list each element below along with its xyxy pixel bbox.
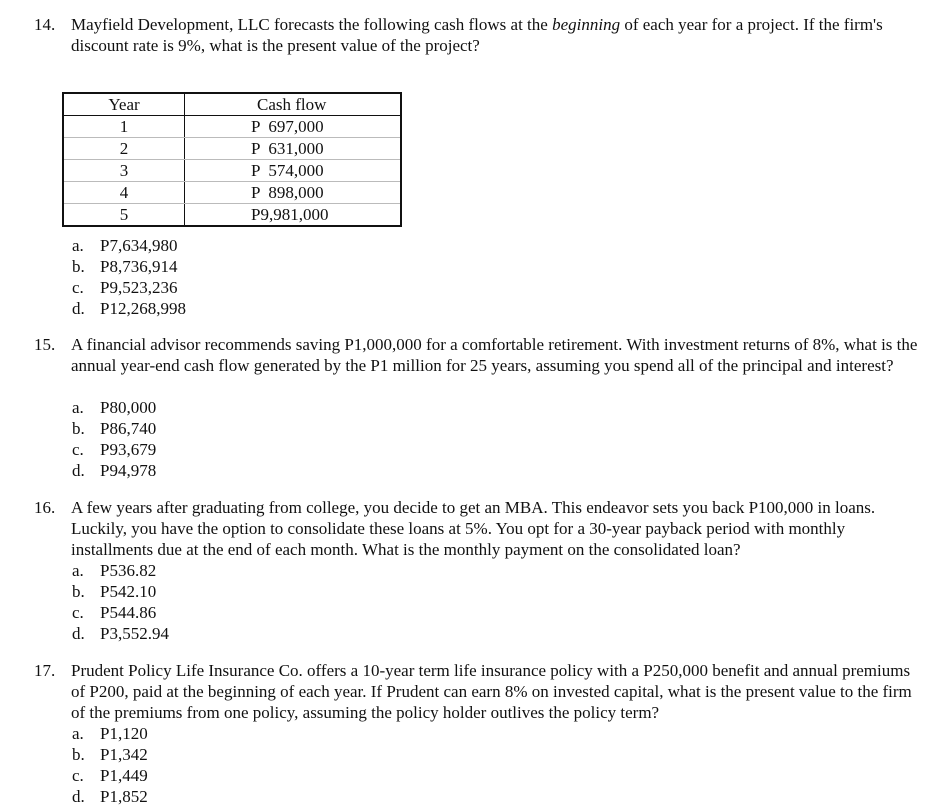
cash-flow-cell: P9,981,000 <box>185 204 401 227</box>
cash-flow-cell: P 631,000 <box>185 138 401 160</box>
option-letter: b. <box>72 419 85 438</box>
answer-option-c[interactable] <box>72 602 169 623</box>
year-cell: 5 <box>63 204 185 227</box>
question-number: 14. <box>34 15 56 34</box>
option-value: P80,000 <box>100 398 157 417</box>
question-text: A few years after graduating from college, you decide to get an MBA. This endeavor sets you back P100,000 in loans. Luckily, you have the option to consolidate these loans at 5%. You opt for a 30-year payback period with monthly installments due at the end of each month. What is the monthly payment on the consolidated loan? <box>71 498 876 559</box>
option-letter: c. <box>72 440 84 459</box>
option-letter: c. <box>72 766 84 785</box>
year-cell: 3 <box>63 160 185 182</box>
answer-options <box>72 235 186 319</box>
table-row <box>63 138 401 160</box>
answer-option-a[interactable] <box>72 560 169 581</box>
option-value: P7,634,980 <box>100 236 178 255</box>
cash-flow-cell: P 574,000 <box>185 160 401 182</box>
option-value: P3,552.94 <box>100 624 169 643</box>
question-text <box>71 14 921 56</box>
option-letter: b. <box>72 745 85 764</box>
option-letter: a. <box>72 561 84 580</box>
answer-options <box>72 397 156 481</box>
question-text-part: Mayfield Development, LLC forecasts the following cash flows at the <box>71 15 553 34</box>
answer-option-d[interactable] <box>72 786 148 807</box>
year-cell: 1 <box>63 116 185 138</box>
option-value: P86,740 <box>100 419 157 438</box>
answer-option-b[interactable] <box>72 581 169 602</box>
option-letter: c. <box>72 278 84 297</box>
table-row <box>63 204 401 227</box>
option-letter: c. <box>72 603 84 622</box>
column-header-cash-flow: Cash flow <box>185 93 401 116</box>
question-text-part: of each year for a project. If the firm's discount rate is 9%, what is the present value of the project? <box>71 15 883 55</box>
answer-option-b[interactable] <box>72 418 156 439</box>
question-text: Prudent Policy Life Insurance Co. offers a 10-year term life insurance policy with a P250,000 benefit and annual premiums of P200, paid at the beginning of each year. If Prudent can earn 8% on invested capital, what is the present value to the firm of the premiums from one policy, assuming the policy holder outlives the policy term? <box>71 661 912 722</box>
option-value: P542.10 <box>100 582 157 601</box>
cash-flow-cell: P 697,000 <box>185 116 401 138</box>
table-row <box>63 116 401 138</box>
answer-option-d[interactable] <box>72 298 186 319</box>
answer-option-b[interactable] <box>72 744 148 765</box>
option-letter: d. <box>72 787 85 806</box>
column-header-year: Year <box>63 93 185 116</box>
question-number: 15. <box>34 335 56 354</box>
option-value: P12,268,998 <box>100 299 186 318</box>
question-number: 16. <box>34 498 56 517</box>
option-letter: d. <box>72 624 85 643</box>
option-value: P1,449 <box>100 766 148 785</box>
answer-options <box>72 560 169 644</box>
option-letter: d. <box>72 461 85 480</box>
answer-option-d[interactable] <box>72 623 169 644</box>
option-letter: a. <box>72 236 84 255</box>
question-text-emphasis: beginning <box>552 15 621 34</box>
option-value: P8,736,914 <box>100 257 178 276</box>
option-value: P93,679 <box>100 440 157 459</box>
answer-option-b[interactable] <box>72 256 186 277</box>
option-letter: a. <box>72 724 84 743</box>
table-header-row <box>63 93 401 116</box>
option-letter: a. <box>72 398 84 417</box>
answer-option-a[interactable] <box>72 235 186 256</box>
table-row <box>63 160 401 182</box>
option-letter: b. <box>72 257 85 276</box>
option-value: P544.86 <box>100 603 157 622</box>
answer-option-d[interactable] <box>72 460 156 481</box>
answer-option-c[interactable] <box>72 439 156 460</box>
cash-flow-table <box>62 92 402 227</box>
option-value: P1,852 <box>100 787 148 806</box>
question-text: A financial advisor recommends saving P1,000,000 for a comfortable retirement. With investment returns of 8%, what is the annual year-end cash flow generated by the P1 million for 25 years, assuming you spend all of the principal and interest? <box>71 335 918 375</box>
answer-option-a[interactable] <box>72 723 148 744</box>
year-cell: 4 <box>63 182 185 204</box>
answer-option-a[interactable] <box>72 397 156 418</box>
option-value: P1,120 <box>100 724 148 743</box>
answer-option-c[interactable] <box>72 765 148 786</box>
option-value: P94,978 <box>100 461 157 480</box>
option-letter: b. <box>72 582 85 601</box>
answer-options <box>72 723 148 807</box>
option-letter: d. <box>72 299 85 318</box>
question-number: 17. <box>34 661 56 680</box>
option-value: P536.82 <box>100 561 157 580</box>
option-value: P9,523,236 <box>100 278 178 297</box>
table-row <box>63 182 401 204</box>
option-value: P1,342 <box>100 745 148 764</box>
answer-option-c[interactable] <box>72 277 186 298</box>
cash-flow-cell: P 898,000 <box>185 182 401 204</box>
year-cell: 2 <box>63 138 185 160</box>
